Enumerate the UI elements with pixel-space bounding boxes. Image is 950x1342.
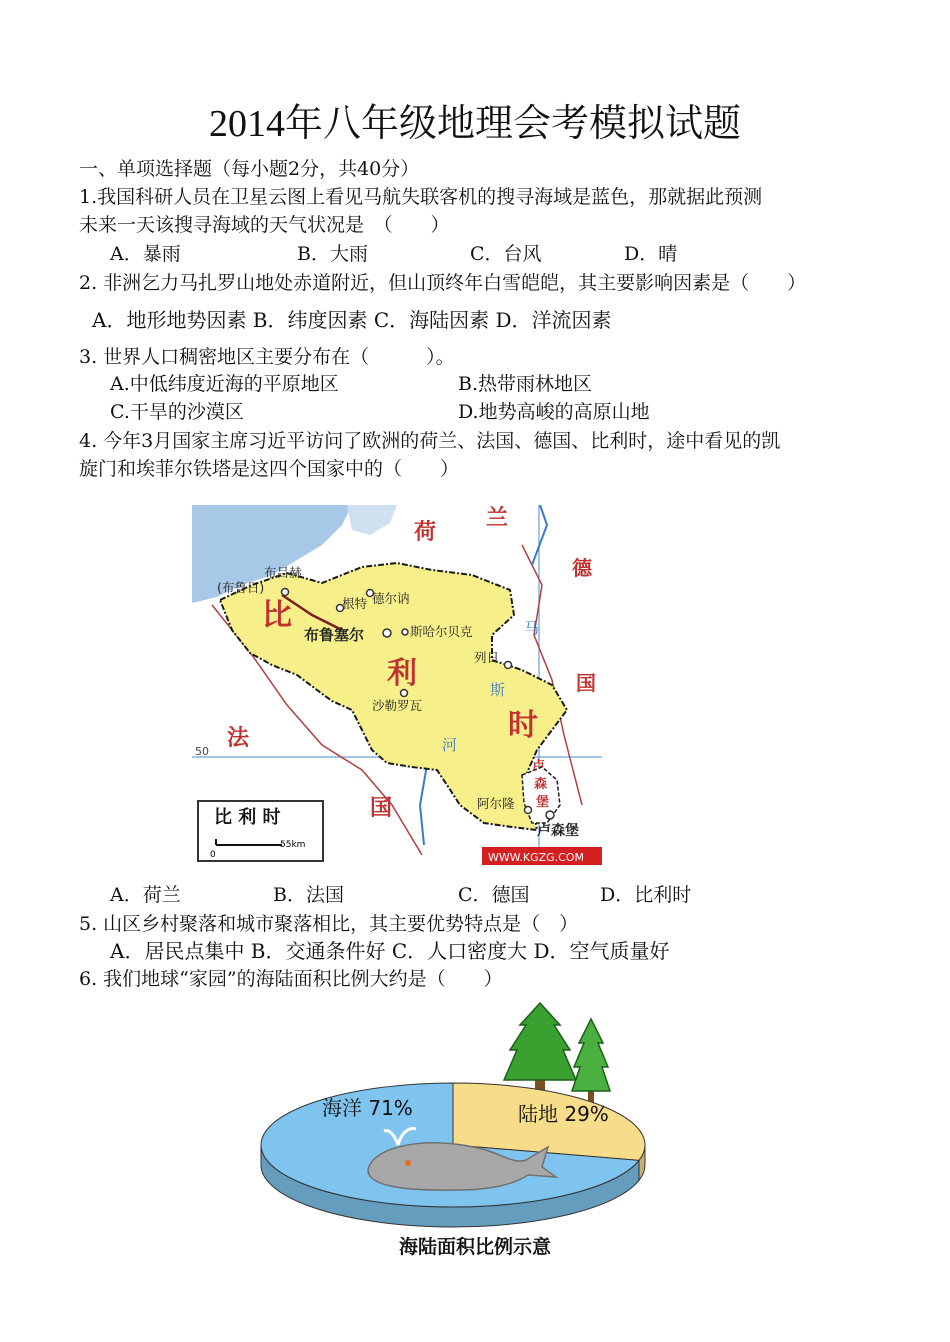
q3-option-d: D.地势高峻的高原山地 <box>458 401 650 423</box>
q3-option-c: C.干旱的沙漠区 <box>110 401 244 423</box>
q3-option-a: A.中低纬度近海的平原地区 <box>110 373 339 395</box>
q3-option-b: B.热带雨林地区 <box>458 373 593 395</box>
question-4-line-1: 4. 今年3月国家主席习近平访问了欧洲的荷兰、法国、德国、比利时，途中看见的凯 <box>79 430 781 452</box>
q4-option-b: B．法国 <box>273 884 344 906</box>
map-label-be-2: 利 <box>387 656 417 691</box>
map-label-fr-2: 国 <box>370 796 393 821</box>
section-heading: 一、单项选择题（每小题2分，共40分） <box>79 158 420 180</box>
map-legend-title: 比 利 时 <box>214 807 281 828</box>
map-city-schaerbeek: 斯哈尔贝克 <box>410 624 473 639</box>
question-6-line-1: 6. 我们地球“家园”的海陆面积比例大约是（ ） <box>79 968 503 990</box>
map-watermark: WWW.KGZG.COM <box>488 851 584 864</box>
map-label-de-2: 国 <box>576 671 596 695</box>
land-sea-pie-chart <box>258 995 668 1265</box>
pie-label-ocean: 海洋 71% <box>322 1096 413 1120</box>
map-city-brugge-alt: (布鲁日) <box>217 580 265 595</box>
q4-option-a: A．荷兰 <box>110 884 181 906</box>
map-city-gent: 根特 <box>342 596 368 611</box>
map-city-antwerp: 德尔讷 <box>372 591 410 606</box>
map-label-de-1: 德 <box>572 556 592 580</box>
page-title: 2014年八年级地理会考模拟试题 <box>208 103 741 145</box>
map-city-luxembourg: 卢森堡 <box>537 823 579 839</box>
question-3-line-1: 3. 世界人口稠密地区主要分布在（ ）。 <box>79 346 455 368</box>
map-label-fr-1: 法 <box>227 726 250 751</box>
map-label-maas-2: 斯 <box>490 681 506 699</box>
chart-caption: 海陆面积比例示意 <box>398 1236 551 1258</box>
question-5-line-1: 5. 山区乡村聚落和城市聚落相比，其主要优势特点是（ ） <box>79 913 579 935</box>
map-city-arlon: 阿尔隆 <box>477 796 515 811</box>
question-2-line-1: 2. 非洲乞力马扎罗山地处赤道附近，但山顶终年白雪皑皑，其主要影响因素是（ ） <box>79 272 807 294</box>
question-1-line-2: 未来一天该搜寻海域的天气状况是 （ ） <box>79 214 450 236</box>
map-label-nl-1: 荷 <box>414 520 437 545</box>
q5-options: A．居民点集中 B．交通条件好 C．人口密度大 D．空气质量好 <box>110 939 670 963</box>
map-city-charleroi: 沙勒罗瓦 <box>372 698 423 713</box>
q1-option-c: C．台风 <box>470 243 542 265</box>
map-label-lux-1: 卢 <box>532 759 546 774</box>
map-label-be-3: 时 <box>508 708 538 743</box>
q2-options: A．地形地势因素 B．纬度因素 C．海陆因素 D．洋流因素 <box>92 308 612 332</box>
question-4-line-2: 旋门和埃菲尔铁塔是这四个国家中的（ ） <box>79 458 460 480</box>
q1-option-a: A．暴雨 <box>110 243 181 265</box>
question-1-line-1: 1.我国科研人员在卫星云图上看见马航失联客机的搜寻海域是蓝色，那就据此预测 <box>79 186 763 208</box>
belgium-map <box>192 505 602 865</box>
map-label-nl-2: 兰 <box>486 506 509 531</box>
pie-label-land: 陆地 29% <box>518 1102 609 1126</box>
q1-option-d: D．晴 <box>624 243 678 265</box>
map-scale-55: 55km <box>280 840 306 850</box>
map-label-lux-3: 堡 <box>536 795 550 810</box>
q4-option-d: D．比利时 <box>600 884 692 906</box>
q4-option-c: C．德国 <box>458 884 530 906</box>
map-label-lux-2: 森 <box>534 777 548 792</box>
map-label-be-1: 比 <box>262 598 292 633</box>
map-city-brugge: 布吕赫 <box>264 565 302 580</box>
map-city-brussels: 布鲁塞尔 <box>304 626 365 644</box>
map-scale-0: 0 <box>210 850 216 860</box>
map-lat-50: 50 <box>195 745 209 758</box>
map-city-liege: 列日 <box>474 650 500 665</box>
q1-option-b: B．大雨 <box>297 243 368 265</box>
map-label-maas-3: 河 <box>442 736 458 754</box>
map-label-maas-1: 马 <box>524 619 540 637</box>
